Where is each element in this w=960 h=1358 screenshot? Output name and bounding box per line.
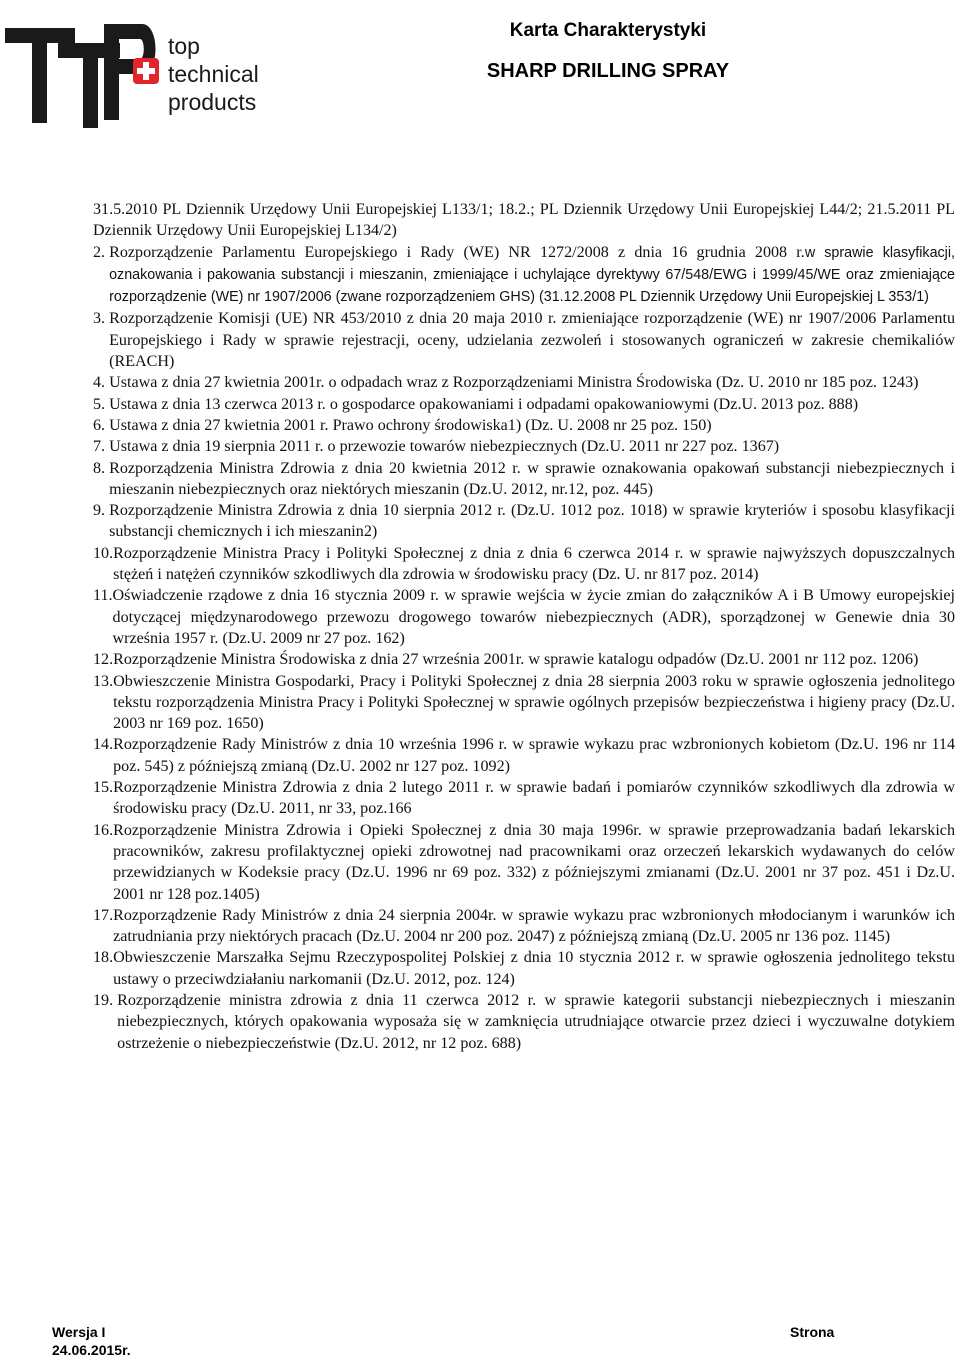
reference-number: 2. bbox=[93, 243, 110, 261]
reference-text: Rozporządzenie Ministra Zdrowia z dnia 2 lutego 2011 r. w sprawie badań i pomiarów czynników szkodliwych dla zdrowia w środowisku pracy (Dz.U. 2011, nr 33, poz.166 bbox=[113, 779, 955, 818]
reference-number: 10. bbox=[93, 544, 114, 562]
reference-item-12 bbox=[93, 649, 955, 670]
reference-item-15 bbox=[93, 777, 955, 820]
product-name-title: SHARP DRILLING SPRAY bbox=[486, 60, 730, 82]
reference-text: Rozporządzenia Ministra Zdrowia z dnia 20 kwietnia 2012 r. w sprawie oznakowania opakowań substancji niebezpiecznych i mieszanin niebezpiecznych oraz niektórych mieszanin (Dz.U. 2012, nr.12, poz. 445) bbox=[109, 459, 955, 498]
reference-text: Rozporządzenie Ministra Środowiska z dnia 27 września 2001r. w sprawie katalogu odpadów (Dz.U. 2001 nr 112 poz. 1206) bbox=[113, 651, 919, 669]
reference-item-18 bbox=[93, 947, 955, 990]
reference-item-6 bbox=[93, 415, 955, 436]
footer-version: Wersja I bbox=[52, 1324, 106, 1340]
reference-item-14 bbox=[93, 734, 955, 777]
reference-text: Rozporządzenie Ministra Zdrowia i Opieki Społecznej z dnia 30 maja 1996r. w sprawie przeprowadzania badań lekarskich pracowników, zakresu profilaktycznej opieki zdrowotnej nad pracownikami oraz orzeczeń lekarskich wydawanych do celów przewidzianych w Kodeksie pracy (Dz.U. 1996 nr 69 poz. 332) z późniejszymi zmianami (Dz.U. 2001 nr 37 poz. 451 i Dz.U. 2001 nr 128 poz.1405) bbox=[113, 821, 955, 903]
reference-number: 18. bbox=[93, 949, 114, 967]
reference-number: 3. bbox=[93, 310, 110, 328]
reference-text-part-b: w sprawie klasyfikacji, oznakowania i pakowania substancji i mieszanin, zmieniające i uchylające dyrektywy 67/548/EWG i 1999/45/WE oraz zmieniające rozporządzenie (WE) nr 1907/2006 (zwane rozporządzeniem GHS) (31.12.2008 PL Dziennik Urzędowy Unii Europejskiej L 353/1) bbox=[109, 244, 955, 306]
reference-item-5 bbox=[93, 394, 955, 415]
logo-text-technical: technical bbox=[168, 61, 259, 87]
reference-text: Ustawa z dnia 27 kwietnia 2001r. o odpadach wraz z Rozporządzeniami Ministra Środowiska (Dz. U. 2010 nr 185 poz. 1243) bbox=[109, 374, 919, 392]
reference-item-17 bbox=[93, 905, 955, 948]
company-logo bbox=[0, 2, 260, 138]
reference-item-16 bbox=[93, 820, 955, 905]
reference-text-part-a: Rozporządzenie Parlamentu Europejskiego i Rady (WE) NR 1272/2008 z dnia 16 grudnia 2008 r. bbox=[109, 243, 805, 261]
reference-intro bbox=[93, 199, 955, 242]
reference-item-2 bbox=[93, 242, 955, 309]
reference-text: Oświadczenie rządowe z dnia 16 stycznia 2009 r. w sprawie wejścia w życie zmian do załączników A i B Umowy europejskiej dotyczącej międzynarodowego przewozu drogowego towarów niebezpiecznych (ADR), sporządzonej w Genewie dnia 30 września 1957 r. (Dz.U. 2009 nr 27 poz. 162) bbox=[112, 587, 955, 647]
reference-item-13 bbox=[93, 671, 955, 735]
reference-item-3 bbox=[93, 308, 955, 372]
reference-text: Obwieszczenie Ministra Gospodarki, Pracy i Polityki Społecznej z dnia 28 sierpnia 2003 roku w sprawie ogłoszenia jednolitego tekstu rozporządzenia Ministra Pracy i Polityki Społecznej w sprawie ogólnych przepisów bezpieczeństwa i higieny pracy (Dz.U. 2003 nr 169 poz. 1650) bbox=[113, 672, 955, 733]
reference-number: 14. bbox=[93, 736, 114, 754]
document-type-title: Karta Charakterystyki bbox=[509, 20, 707, 41]
reference-text bbox=[109, 242, 955, 309]
reference-intro-text: 31.5.2010 PL Dziennik Urzędowy Unii Europejskiej L133/1; 18.2.; PL Dziennik Urzędowy Unii Europejskiej L44/2; 21.5.2011 PL Dziennik Urzędowy Unii Europejskiej L134/2) bbox=[93, 201, 955, 240]
reference-number: 19. bbox=[93, 991, 118, 1009]
reference-number: 9. bbox=[93, 502, 110, 520]
reference-item-10 bbox=[93, 543, 955, 586]
reference-number: 12. bbox=[93, 651, 114, 669]
reference-item-7 bbox=[93, 436, 955, 457]
reference-text: Rozporządzenie Rady Ministrów z dnia 24 sierpnia 2004r. w sprawie wykazu prac wzbronionych młodocianym i warunków ich zatrudniania przy niektórych pracach (Dz.U. 2004 nr 200 poz. 2047) z późniejszą zmianą (Dz.U. 2005 nr 136 poz. 1145) bbox=[113, 906, 955, 946]
reference-text: Rozporządzenie Ministra Pracy i Polityki Społecznej z dnia z dnia 6 czerwca 2014 r. w sprawie najwyższych dopuszczalnych stężeń i natężeń czynników szkodliwych dla zdrowia w środowisku pracy (Dz. U. nr 817 poz. 2014) bbox=[113, 544, 955, 584]
footer-page-label: Strona bbox=[790, 1324, 835, 1340]
reference-number: 17. bbox=[93, 906, 114, 924]
reference-number: 4. bbox=[93, 374, 110, 392]
reference-item-19 bbox=[93, 990, 955, 1054]
reference-text: Ustawa z dnia 13 czerwca 2013 r. o gospodarce opakowaniami i odpadami opakowaniowymi (Dz.U. 2013 poz. 888) bbox=[109, 395, 859, 413]
logo-text-top: top bbox=[168, 33, 200, 59]
reference-number: 8. bbox=[93, 459, 110, 477]
reference-text: Obwieszczenie Marszałka Sejmu Rzeczypospolitej Polskiej z dnia 10 stycznia 2012 r. w sprawie ogłoszenia jednolitego tekstu ustawy o przeciwdziałaniu narkomanii (Dz.U. 2012, poz. 124) bbox=[113, 949, 955, 988]
reference-item-8 bbox=[93, 458, 955, 501]
reference-text: Rozporządzenie Rady Ministrów z dnia 10 września 1996 r. w sprawie wykazu prac wzbronionych kobietom (Dz.U. 196 nr 114 poz. 545) z późniejszą zmianą (Dz.U. 2002 nr 127 poz. 1092) bbox=[113, 736, 955, 775]
logo-text-products: products bbox=[168, 89, 257, 115]
reference-text: Rozporządzenie Komisji (UE) NR 453/2010 z dnia 20 maja 2010 r. zmieniające rozporządzenie (WE) nr 1907/2006 Parlamentu Europejskiego i Rady w sprawie rejestracji, oceny, udzielania zezwoleń i stosowanych ograniczeń w zakresie chemikaliów (REACH) bbox=[109, 310, 955, 371]
reference-text: Rozporządzenie ministra zdrowia z dnia 11 czerwca 2012 r. w sprawie kategorii substancji niebezpiecznych i mieszanin niebezpiecznych, których opakowania wyposaża się w zamknięcia utrudniające otwarcie przez dzieci i wyczuwalne dotykiem ostrzeżenie o niebezpieczeństwie (Dz.U. 2012, nr 12 poz. 688) bbox=[117, 991, 955, 1052]
reference-number: 15. bbox=[93, 779, 114, 797]
reference-number: 7. bbox=[93, 438, 110, 456]
reference-item-11 bbox=[93, 585, 955, 649]
reference-item-9 bbox=[93, 500, 955, 543]
reference-text: Ustawa z dnia 27 kwietnia 2001 r. Prawo ochrony środowiska1) (Dz. U. 2008 nr 25 poz. 150) bbox=[109, 416, 712, 434]
references-list bbox=[93, 199, 955, 1054]
reference-number: 13. bbox=[93, 672, 114, 690]
reference-text: Rozporządzenie Ministra Zdrowia z dnia 10 sierpnia 2012 r. (Dz.U. 1012 poz. 1018) w sprawie kryteriów i sposobu klasyfikacji substancji chemicznych i ich mieszanin2) bbox=[109, 502, 955, 541]
reference-item-4 bbox=[93, 372, 955, 393]
reference-number: 5. bbox=[93, 395, 110, 413]
reference-number: 11. bbox=[93, 587, 113, 605]
reference-number: 6. bbox=[93, 416, 110, 434]
reference-text: Ustawa z dnia 19 sierpnia 2011 r. o przewozie towarów niebezpiecznych (Dz.U. 2011 nr 227 poz. 1367) bbox=[109, 438, 780, 456]
reference-number: 16. bbox=[93, 821, 114, 839]
footer-date: 24.06.2015r. bbox=[52, 1342, 131, 1358]
